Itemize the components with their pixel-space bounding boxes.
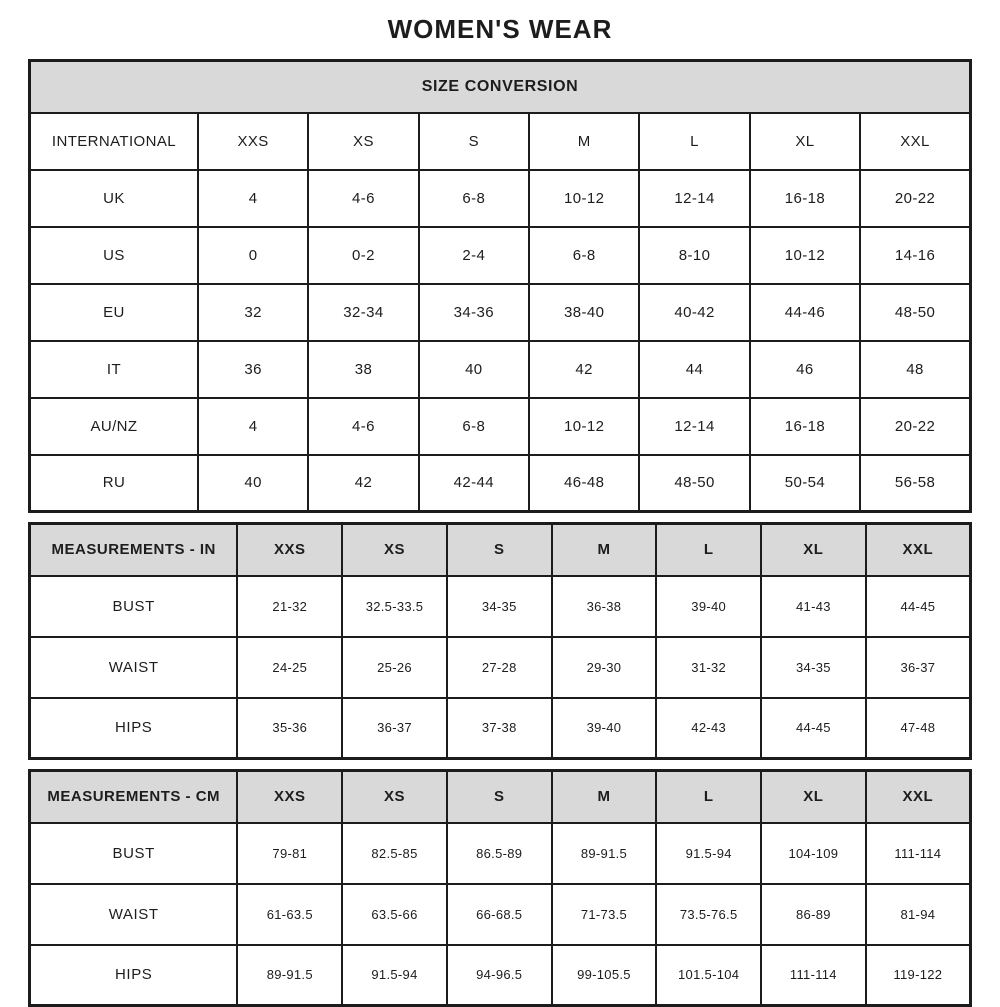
size-column-header: M — [529, 113, 639, 170]
size-column-header: XXL — [860, 113, 970, 170]
measurement-value-cell: 34-35 — [761, 637, 866, 698]
size-column-header: S — [447, 524, 552, 576]
region-label: AU/NZ — [30, 398, 198, 455]
table-row — [30, 576, 971, 637]
measurement-value-cell: 104-109 — [761, 823, 866, 884]
measurement-value-cell: 111-114 — [761, 945, 866, 1006]
size-value-cell: 4 — [198, 170, 308, 227]
measurement-value-cell: 119-122 — [866, 945, 971, 1006]
table-header-row — [30, 771, 971, 823]
size-value-cell: 40-42 — [639, 284, 749, 341]
measurement-label: WAIST — [30, 637, 238, 698]
measurement-value-cell: 36-38 — [552, 576, 657, 637]
measurement-value-cell: 21-32 — [237, 576, 342, 637]
size-conversion-title: SIZE CONVERSION — [30, 61, 971, 113]
region-label: UK — [30, 170, 198, 227]
size-value-cell: 16-18 — [750, 398, 860, 455]
page-title: WOMEN'S WEAR — [387, 14, 613, 44]
region-label: IT — [30, 341, 198, 398]
table-row — [30, 945, 971, 1006]
size-value-cell: 14-16 — [860, 227, 970, 284]
measurement-value-cell: 101.5-104 — [656, 945, 761, 1006]
size-column-header: XXS — [237, 771, 342, 823]
size-value-cell: 40 — [419, 341, 529, 398]
size-value-cell: 42 — [308, 455, 418, 512]
size-value-cell: 0-2 — [308, 227, 418, 284]
measurement-label: WAIST — [30, 884, 238, 945]
size-value-cell: 50-54 — [750, 455, 860, 512]
size-value-cell: 34-36 — [419, 284, 529, 341]
measurement-value-cell: 79-81 — [237, 823, 342, 884]
measurement-value-cell: 42-43 — [656, 698, 761, 759]
size-value-cell: 40 — [198, 455, 308, 512]
international-label: INTERNATIONAL — [30, 113, 198, 170]
size-value-cell: 56-58 — [860, 455, 970, 512]
size-value-cell: 20-22 — [860, 170, 970, 227]
size-column-header: L — [656, 771, 761, 823]
size-value-cell: 4-6 — [308, 170, 418, 227]
measurement-value-cell: 47-48 — [866, 698, 971, 759]
size-column-header: XXL — [866, 524, 971, 576]
region-label: US — [30, 227, 198, 284]
size-column-header: XXS — [237, 524, 342, 576]
measurement-value-cell: 27-28 — [447, 637, 552, 698]
size-column-header: XL — [761, 771, 866, 823]
measurement-value-cell: 25-26 — [342, 637, 447, 698]
table-header-row — [30, 61, 971, 113]
size-column-header: XS — [342, 771, 447, 823]
table-header-row — [30, 524, 971, 576]
size-value-cell: 48 — [860, 341, 970, 398]
size-value-cell: 42-44 — [419, 455, 529, 512]
size-value-cell: 32-34 — [308, 284, 418, 341]
measurement-value-cell: 44-45 — [866, 576, 971, 637]
size-value-cell: 10-12 — [529, 170, 639, 227]
size-value-cell: 44 — [639, 341, 749, 398]
measurement-value-cell: 24-25 — [237, 637, 342, 698]
size-column-header: S — [447, 771, 552, 823]
measurement-value-cell: 82.5-85 — [342, 823, 447, 884]
measurements-in-table — [28, 522, 972, 760]
size-column-header: XS — [308, 113, 418, 170]
table-row — [30, 455, 971, 512]
table-row — [30, 823, 971, 884]
measurement-label: HIPS — [30, 698, 238, 759]
measurement-value-cell: 71-73.5 — [552, 884, 657, 945]
size-column-header: XXL — [866, 771, 971, 823]
table-row — [30, 284, 971, 341]
size-column-header: M — [552, 524, 657, 576]
measurement-value-cell: 61-63.5 — [237, 884, 342, 945]
size-value-cell: 8-10 — [639, 227, 749, 284]
size-value-cell: 4-6 — [308, 398, 418, 455]
size-column-header: XS — [342, 524, 447, 576]
measurement-value-cell: 81-94 — [866, 884, 971, 945]
measurement-label: BUST — [30, 576, 238, 637]
region-label: RU — [30, 455, 198, 512]
measurement-value-cell: 29-30 — [552, 637, 657, 698]
measurement-value-cell: 63.5-66 — [342, 884, 447, 945]
measurement-label: BUST — [30, 823, 238, 884]
size-value-cell: 6-8 — [419, 170, 529, 227]
measurement-value-cell: 86.5-89 — [447, 823, 552, 884]
measurements-title: MEASUREMENTS - IN — [30, 524, 238, 576]
size-value-cell: 46-48 — [529, 455, 639, 512]
size-value-cell: 48-50 — [860, 284, 970, 341]
size-value-cell: 44-46 — [750, 284, 860, 341]
measurement-value-cell: 31-32 — [656, 637, 761, 698]
size-value-cell: 10-12 — [529, 398, 639, 455]
size-column-header: M — [552, 771, 657, 823]
size-value-cell: 46 — [750, 341, 860, 398]
size-value-cell: 42 — [529, 341, 639, 398]
size-conversion-table — [28, 59, 972, 513]
measurement-value-cell: 91.5-94 — [342, 945, 447, 1006]
measurement-value-cell: 36-37 — [866, 637, 971, 698]
measurement-label: HIPS — [30, 945, 238, 1006]
measurement-value-cell: 35-36 — [237, 698, 342, 759]
measurement-value-cell: 44-45 — [761, 698, 866, 759]
measurement-value-cell: 36-37 — [342, 698, 447, 759]
size-value-cell: 6-8 — [419, 398, 529, 455]
region-label: EU — [30, 284, 198, 341]
size-value-cell: 32 — [198, 284, 308, 341]
size-column-header: XL — [761, 524, 866, 576]
size-value-cell: 20-22 — [860, 398, 970, 455]
table-row — [30, 227, 971, 284]
size-value-cell: 0 — [198, 227, 308, 284]
measurement-value-cell: 66-68.5 — [447, 884, 552, 945]
size-value-cell: 38 — [308, 341, 418, 398]
measurement-value-cell: 111-114 — [866, 823, 971, 884]
measurement-value-cell: 34-35 — [447, 576, 552, 637]
size-value-cell: 48-50 — [639, 455, 749, 512]
table-row — [30, 170, 971, 227]
measurement-value-cell: 94-96.5 — [447, 945, 552, 1006]
international-header-row — [30, 113, 971, 170]
measurement-value-cell: 39-40 — [656, 576, 761, 637]
measurement-value-cell: 89-91.5 — [552, 823, 657, 884]
table-row — [30, 637, 971, 698]
size-value-cell: 12-14 — [639, 170, 749, 227]
size-value-cell: 12-14 — [639, 398, 749, 455]
measurement-value-cell: 99-105.5 — [552, 945, 657, 1006]
measurement-value-cell: 32.5-33.5 — [342, 576, 447, 637]
size-value-cell: 38-40 — [529, 284, 639, 341]
size-column-header: XXS — [198, 113, 308, 170]
measurement-value-cell: 89-91.5 — [237, 945, 342, 1006]
table-row — [30, 341, 971, 398]
size-value-cell: 36 — [198, 341, 308, 398]
measurement-value-cell: 39-40 — [552, 698, 657, 759]
size-value-cell: 16-18 — [750, 170, 860, 227]
measurement-value-cell: 86-89 — [761, 884, 866, 945]
size-value-cell: 4 — [198, 398, 308, 455]
size-value-cell: 2-4 — [419, 227, 529, 284]
table-row — [30, 698, 971, 759]
size-value-cell: 6-8 — [529, 227, 639, 284]
size-column-header: L — [639, 113, 749, 170]
table-row — [30, 398, 971, 455]
size-value-cell: 10-12 — [750, 227, 860, 284]
measurement-value-cell: 73.5-76.5 — [656, 884, 761, 945]
size-column-header: L — [656, 524, 761, 576]
size-column-header: XL — [750, 113, 860, 170]
measurement-value-cell: 41-43 — [761, 576, 866, 637]
measurements-title: MEASUREMENTS - CM — [30, 771, 238, 823]
measurement-value-cell: 91.5-94 — [656, 823, 761, 884]
table-row — [30, 884, 971, 945]
measurement-value-cell: 37-38 — [447, 698, 552, 759]
size-column-header: S — [419, 113, 529, 170]
measurements-cm-table — [28, 769, 972, 1007]
